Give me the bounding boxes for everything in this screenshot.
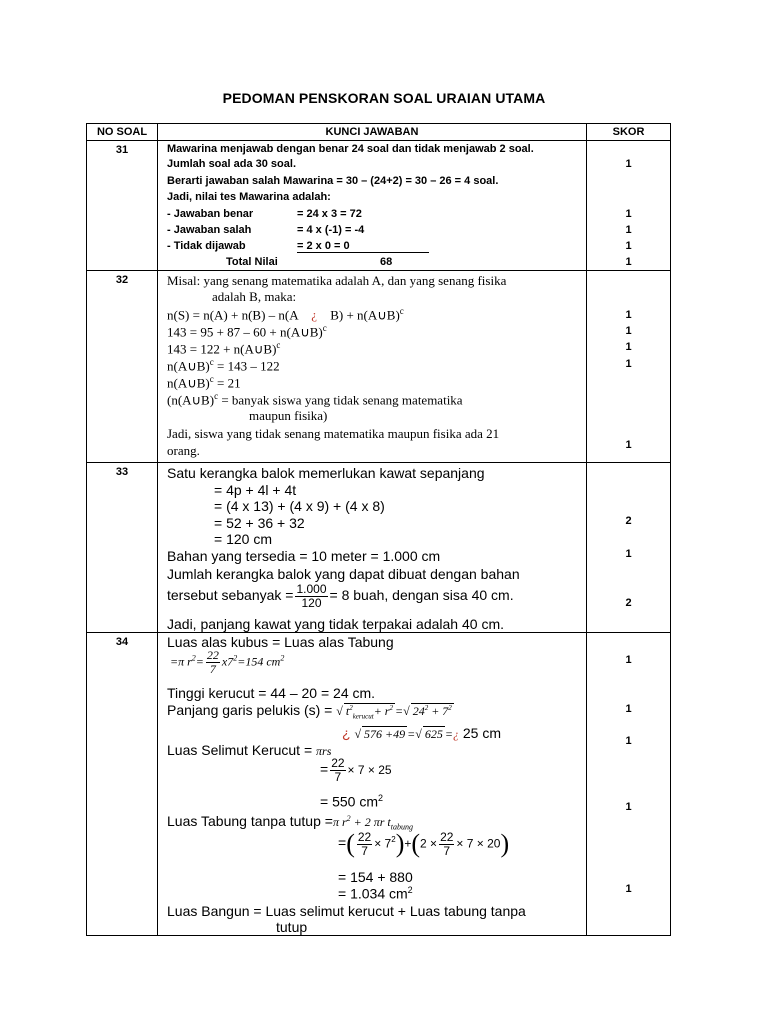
formula-text: Panjang garis pelukis (s) = [167,702,333,718]
header-no-soal: NO SOAL [87,124,158,141]
header-kunci-jawaban: KUNCI JAWABAN [158,124,587,141]
answer-line [167,702,454,720]
score-value: 1 [625,703,632,715]
table-row [87,141,671,271]
formula-text: = [394,704,404,718]
answer-line: Jadi, siswa yang tidak senang matematika maupun fisika ada 21 [167,426,500,441]
formula-text: √ 576 +49 =√ 625 =¿ [354,727,459,741]
score-value: 1 [625,240,632,252]
denominator: 7 [334,770,342,784]
fraction [330,757,345,784]
paren: ( [346,829,355,858]
answer-line: maupun fisika) [249,408,328,423]
denominator: 120 [301,596,322,610]
formula-text: √ $t^2_{kerucut}+ r^2$ =√ $24^2 + 7^2$ [336,704,452,721]
answer-line: = 24 x 3 = 72 [297,208,362,220]
subscript: tabung [390,822,413,832]
formula-text: t [345,704,350,718]
exponent: 2 [280,653,285,663]
formula-text: =154 cm [237,654,281,669]
answer-line [320,793,383,810]
table-row [87,271,671,463]
score-value: 1 [625,883,632,895]
score-value: 1 [625,548,632,560]
formula-text: = banyak siswa yang tidak senang matematika [218,392,463,408]
answer-line: - Jawaban benar [167,208,254,220]
answer-key-31 [158,141,587,271]
radicand [411,703,454,719]
answer-line: Jumlah soal ada 30 soal. [167,158,297,170]
complement-sup: c [209,357,214,367]
exponent: 2 [191,653,196,663]
paren: ( [411,829,421,858]
formula-text: π r [332,815,347,829]
score-value: 1 [625,325,632,337]
score-value: 1 [625,654,632,666]
complement-sup: c [209,374,214,384]
answer-key-32 [158,271,587,463]
score-value: 1 [625,358,632,370]
answer-line: Bahan yang tersedia = 10 meter = 1.000 cm [167,548,441,564]
answer-line: Jadi, panjang kawat yang tidak terpakai adalah 40 cm. [167,616,504,632]
denominator: 7 [443,843,451,858]
exponent: 2 [377,793,383,803]
question-number: 31 [87,141,158,271]
answer-line [167,306,404,323]
answer-line: Luas Bangun = Luas selimut kerucut + Luas tabung tanpa [167,903,526,919]
complement-sup: c [399,306,404,316]
page-title: PEDOMAN PENSKORAN SOAL URAIAN UTAMA [222,90,546,106]
answer-line: Mawarina menjawab dengan benar 24 soal dan tidak menjawab 2 soal. [167,143,534,155]
answer-line [167,323,327,340]
formula-text: x7 [221,654,234,669]
formula-text: = 143 – 122 [213,358,280,374]
answer-line [342,725,501,742]
formula-text: Luas Tabung tanpa tutup = [167,813,333,829]
answer-line: Luas alas kubus = Luas alas Tabung [167,634,394,650]
answer-line: - Jawaban salah [167,224,252,236]
score-value: 1 [625,801,632,813]
answer-line: Misal: yang senang matematika adalah A, dan yang senang fisika [167,273,507,288]
formula-text: 143 = 122 + n(A∪B) [167,341,277,357]
formula-text: n(S) = n(A) + n(B) – n(A [167,307,298,323]
answer-line: Satu kerangka balok memerlukan kawat sepanjang [167,465,485,481]
question-number: 33 [87,463,158,633]
formula-text: 143 = 95 + 87 – 60 + n(A∪B) [167,324,323,340]
answer-line: = 4p + 4l + 4t [214,482,297,498]
answer-key-33 [158,463,587,633]
fraction [357,831,372,858]
answer-line [167,391,463,408]
formula-text: 2 × [420,836,438,851]
unknown-symbol: ¿ [452,727,459,741]
formula-text: n(A∪B) [167,375,210,391]
formula-text: = 8 buah, dengan sisa 40 cm. [329,587,514,604]
score-32 [587,271,671,463]
score-value: 1 [625,309,632,321]
radicand [344,703,395,720]
score-value: 1 [625,158,632,170]
formula-text: = 550 cm [320,793,378,810]
answer-line: - Tidak dijawab [167,240,246,252]
answer-line [167,357,280,374]
numerator: 22 [206,648,219,662]
formula-text: = [444,727,453,741]
answer-line: adalah B, maka: [212,289,297,304]
answer-line: tutup [276,919,308,935]
fraction [206,649,220,676]
exponent: 2 [424,704,429,712]
fraction [295,583,327,610]
total-label: Total Nilai [226,256,278,268]
answer-line: = 154 + 880 [338,869,413,885]
formula-text: + 7 [428,704,449,718]
formula-text: = [338,834,347,851]
numerator: 1.000 [296,582,327,596]
formula-text: × 7 [374,836,392,851]
formula-text: = [195,654,204,669]
formula-text: = [320,761,329,778]
formula-text: n(A∪B) [167,358,210,374]
formula-text: = 1.034 cm [338,885,408,902]
score-value: 2 [625,597,632,609]
answer-line [320,757,392,784]
exponent: 2 [233,653,238,663]
formula-text: 24 [412,704,425,718]
score-value: 1 [625,208,632,220]
score-value: 1 [625,224,632,236]
scoring-table [86,123,671,936]
exponent: 2 [391,835,396,845]
formula-text: 25 cm [458,725,501,741]
answer-line: = 4 x (-1) = -4 [297,224,365,236]
radicand: 576 +49 [364,727,406,741]
score-34 [587,633,671,936]
answer-line [167,742,331,759]
paren: ) [395,829,405,858]
numerator: 22 [357,829,372,844]
answer-line [338,885,413,902]
formula-line [170,649,284,676]
formula-text: = 21 [213,375,241,391]
complement-sup: c [276,340,281,350]
answer-line: orang. [167,443,200,458]
answer-line [167,340,280,357]
formula-text: × 7 × 25 [347,763,392,778]
formula-text: + [404,836,412,851]
answer-line: = 2 x 0 = 0 [297,240,429,253]
score-31 [587,141,671,271]
complement-sup: c [214,391,219,401]
exponent: 2 [349,704,353,712]
score-value: 1 [625,256,632,268]
answer-line: Tinggi kerucut = 44 – 20 = 24 cm. [167,685,376,701]
answer-line [167,374,241,391]
question-number: 34 [87,633,158,936]
answer-line [167,583,514,610]
answer-line: = (4 x 13) + (4 x 9) + (4 x 8) [214,498,385,514]
total-value: 68 [380,256,393,268]
formula-text: πrs [316,744,332,758]
table-row [87,633,671,936]
formula-text: =π r [170,654,192,669]
table-header-row [87,124,671,141]
complement-sup: c [322,323,327,333]
formula-text [332,814,413,832]
fraction [439,831,454,858]
exponent: 2 [448,704,452,712]
formula-text: + 2 πr t [350,815,391,829]
formula-text: (n(A∪B) [167,392,215,408]
radicand: 625 [424,727,443,741]
answer-key-34 [158,633,587,936]
formula-text: = [407,727,416,741]
score-value: 1 [625,341,632,353]
formula-text: B) + n(A∪B) [330,307,400,323]
score-value: 2 [625,515,632,527]
header-skor: SKOR [587,124,671,141]
exponent: 2 [407,885,413,895]
answer-line: Jumlah kerangka balok yang dapat dibuat dengan bahan [167,566,520,582]
unknown-symbol: ¿ [311,307,317,323]
exponent: 2 [346,814,351,823]
formula-text: + r [373,704,390,718]
numerator: 22 [440,829,454,844]
numerator: 22 [331,756,345,770]
answer-line: Jadi, nilai tes Mawarina adalah: [167,191,331,203]
answer-line: = 120 cm [214,531,272,547]
answer-line: Berarti jawaban salah Mawarina = 30 – (24+2) = 30 – 26 = 4 soal. [167,175,499,187]
answer-line: = 52 + 36 + 32 [214,515,305,531]
formula-text: Luas Selimut Kerucut = [167,742,317,758]
denominator: 7 [209,662,216,676]
question-number: 32 [87,271,158,463]
score-value: 1 [625,735,632,747]
score-value: 1 [625,439,632,451]
exponent: 2 [389,704,393,712]
score-33 [587,463,671,633]
subscript: kerucut [352,712,374,721]
formula-text: tersebut sebanyak = [167,587,294,604]
denominator: 7 [361,843,368,858]
formula-text: × 7 × 20 [456,836,501,851]
table-row [87,463,671,633]
unknown-symbol: ¿ [342,725,351,741]
paren: ) [500,829,510,858]
answer-line [338,829,509,859]
